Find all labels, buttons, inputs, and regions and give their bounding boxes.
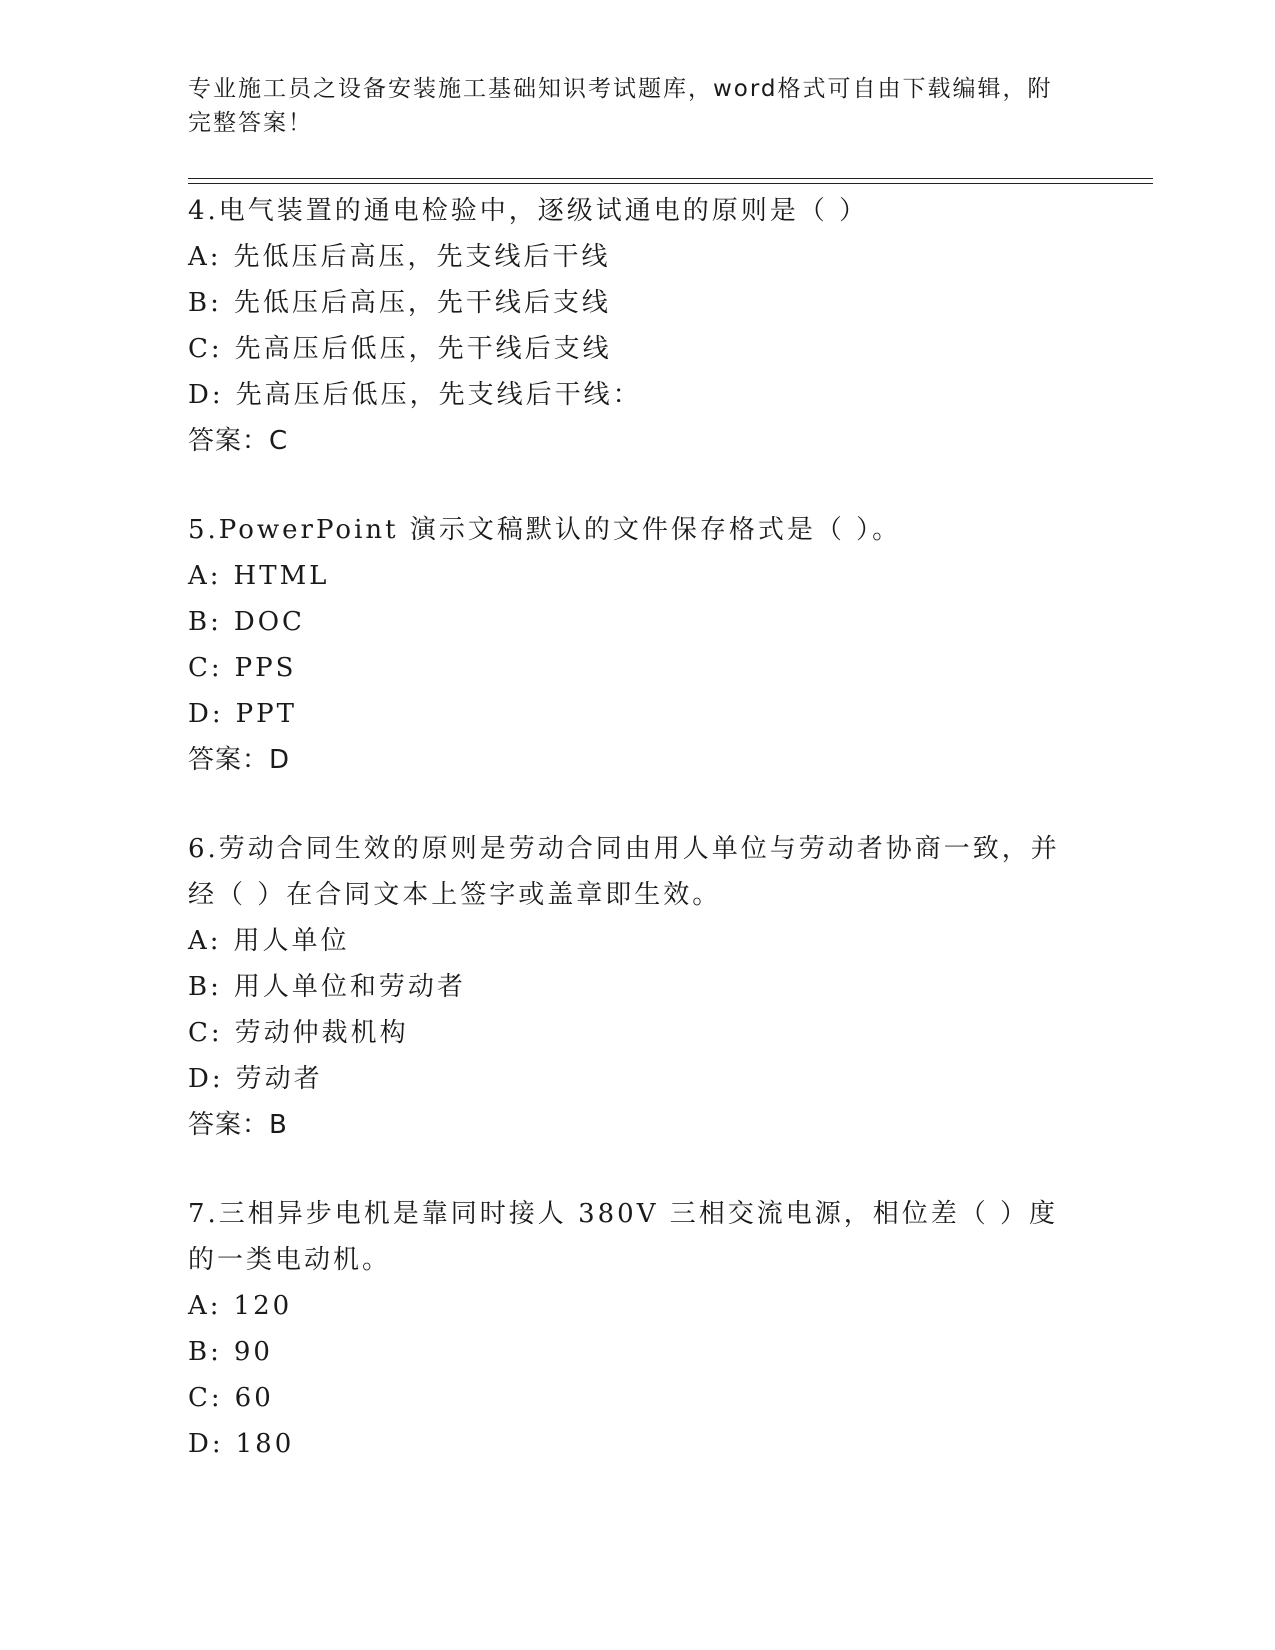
- option-text: PPS: [234, 653, 297, 683]
- option-text: 60: [234, 1383, 274, 1413]
- question-list: [188, 188, 1068, 1510]
- answer-line: 答案：D: [188, 745, 291, 775]
- option-letter: A: [188, 561, 210, 591]
- option-text: 先高压后低压，先支线后干线：: [235, 380, 642, 410]
- header-divider-bottom: [188, 183, 1153, 184]
- option-letter: B: [188, 607, 211, 637]
- option-text: 用人单位和劳动者: [233, 972, 466, 1002]
- question-block: [188, 1191, 1068, 1467]
- question-block: [188, 507, 1068, 783]
- option-text: HTML: [233, 561, 330, 591]
- option-letter: B: [188, 1337, 211, 1367]
- option-letter: D: [188, 1064, 212, 1094]
- answer-line: 答案：C: [188, 426, 289, 456]
- option-letter: C: [188, 653, 211, 683]
- option-letter: D: [188, 380, 212, 410]
- option-text: 120: [233, 1291, 293, 1321]
- option-text: 劳动仲裁机构: [234, 1018, 409, 1048]
- option-letter: A: [188, 1291, 210, 1321]
- option-a: A: 先低压后高压，先支线后干线: [188, 242, 611, 272]
- option-text: 先高压后低压，先干线后支线: [234, 334, 612, 364]
- header-divider-top: [188, 178, 1153, 179]
- option-text: 90: [233, 1337, 273, 1367]
- option-a: A: HTML: [188, 561, 330, 591]
- question-block: [188, 826, 1068, 1148]
- option-letter: A: [188, 242, 210, 272]
- option-c: C: 劳动仲裁机构: [188, 1018, 409, 1048]
- option-letter: C: [188, 1383, 211, 1413]
- option-text: DOC: [233, 607, 305, 637]
- option-c: C: PPS: [188, 653, 297, 683]
- option-b: B: DOC: [188, 607, 305, 637]
- option-d: D: 劳动者: [188, 1064, 323, 1094]
- option-a: A: 用人单位: [188, 926, 350, 956]
- question-block: [188, 188, 1068, 464]
- option-letter: B: [188, 972, 211, 1002]
- question-text: 7.三相异步电机是靠同时接人 380V 三相交流电源，相位差（ ）度的一类电动机。: [188, 1199, 1059, 1275]
- document-header: 专业施工员之设备安装施工基础知识考试题库，word格式可自由下载编辑，附完整答案！: [188, 76, 1053, 136]
- question-text: 6.劳动合同生效的原则是劳动合同由用人单位与劳动者协商一致，并经（ ）在合同文本上签字或盖章即生效。: [188, 834, 1060, 910]
- answer-line: 答案：B: [188, 1110, 288, 1140]
- option-text: 180: [235, 1429, 295, 1459]
- option-b: B: 用人单位和劳动者: [188, 972, 466, 1002]
- option-letter: D: [188, 1429, 212, 1459]
- option-text: PPT: [235, 699, 297, 729]
- option-letter: C: [188, 1018, 211, 1048]
- option-c: C: 先高压后低压，先干线后支线: [188, 334, 612, 364]
- option-text: 先低压后高压，先干线后支线: [233, 288, 611, 318]
- option-letter: C: [188, 334, 211, 364]
- option-b: B: 先低压后高压，先干线后支线: [188, 288, 611, 318]
- option-letter: A: [188, 926, 210, 956]
- option-text: 用人单位: [233, 926, 350, 956]
- option-text: 先低压后高压，先支线后干线: [233, 242, 611, 272]
- option-b: B: 90: [188, 1337, 273, 1367]
- option-d: D: 180: [188, 1429, 295, 1459]
- question-text: 5.PowerPoint 演示文稿默认的文件保存格式是（ ）。: [188, 515, 902, 545]
- question-text: 4.电气装置的通电检验中，逐级试通电的原则是（ ）: [188, 196, 869, 226]
- option-text: 劳动者: [235, 1064, 323, 1094]
- option-c: C: 60: [188, 1383, 274, 1413]
- option-a: A: 120: [188, 1291, 293, 1321]
- option-letter: B: [188, 288, 211, 318]
- option-letter: D: [188, 699, 212, 729]
- option-d: D: 先高压后低压，先支线后干线：: [188, 380, 642, 410]
- option-d: D: PPT: [188, 699, 297, 729]
